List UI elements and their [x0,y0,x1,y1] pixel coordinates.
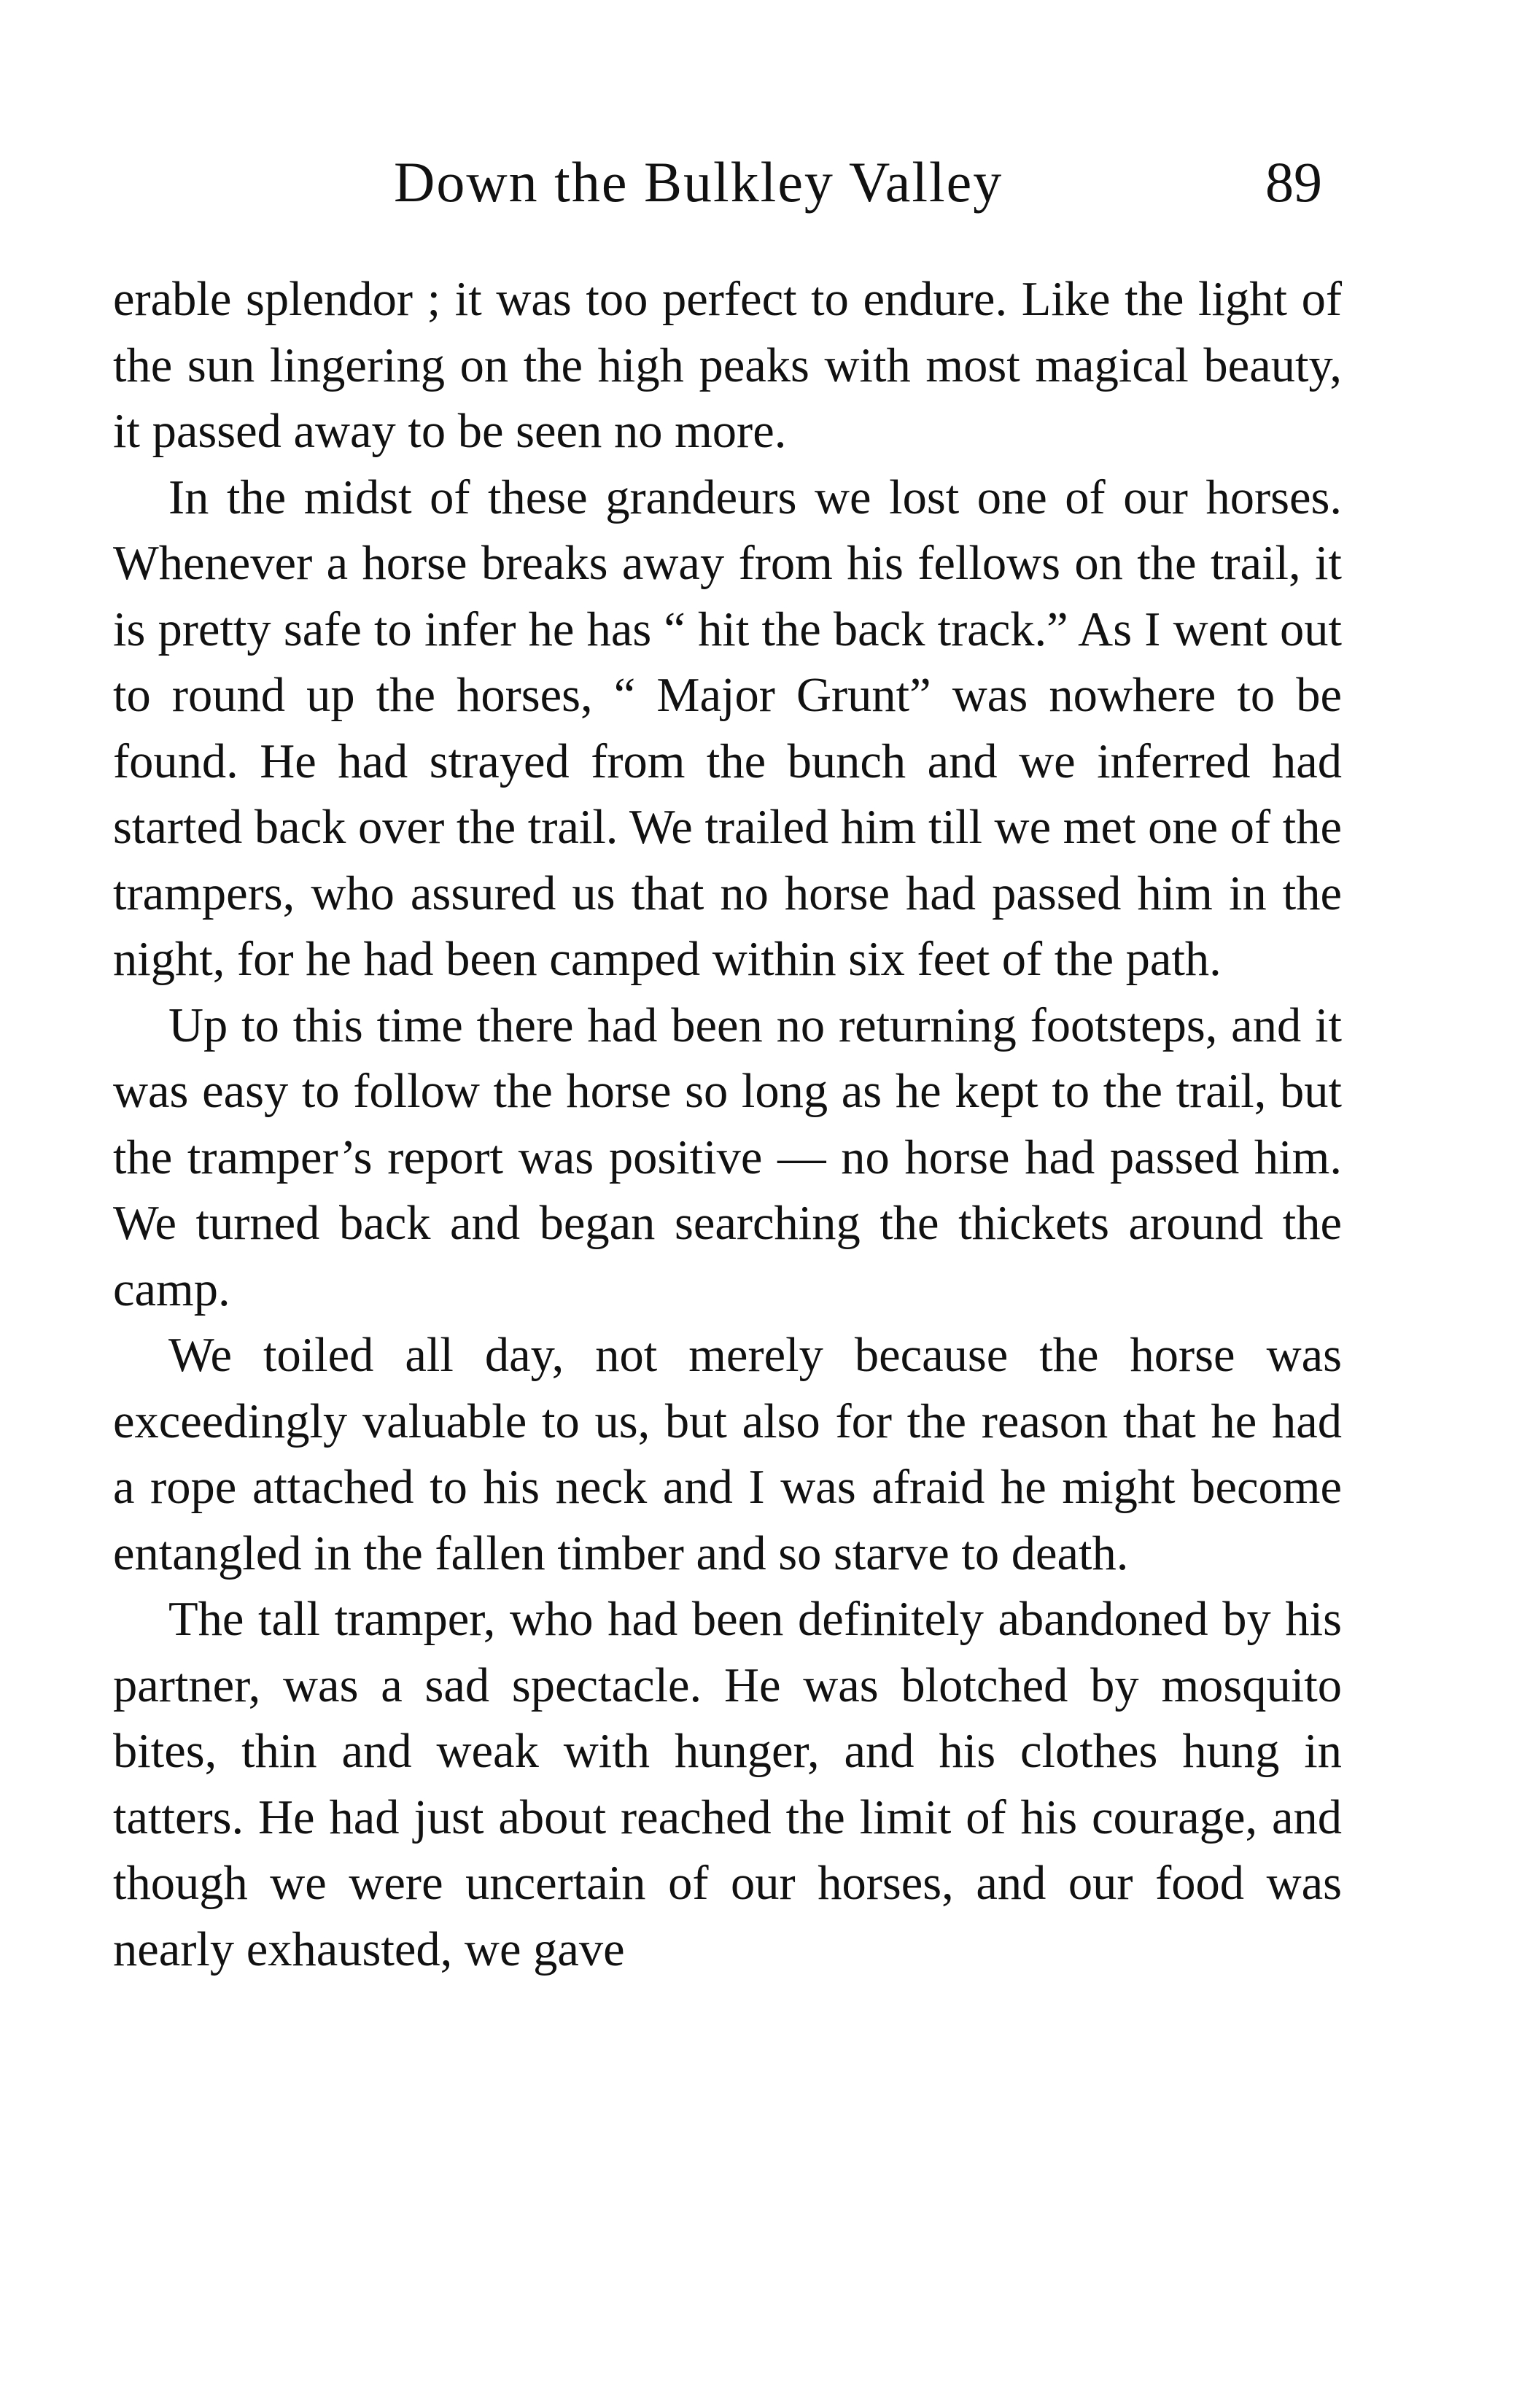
page-header [0,146,1530,219]
body-text [113,267,1342,1983]
running-head: Down the Bulkley Valley [394,150,1003,214]
paragraph: Up to this time there had been no returning footsteps, and it was easy to follow the horse so long as he kept to the trail, but the tramper’s report was positive — no horse had passed him. We turned back and began searching the thickets around the camp. [113,998,1342,1316]
paragraph: We toiled all day, not merely because the horse was exceedingly valuable to us, but also for the reason that he had a rope attached to his neck and I was afraid he might become entangled in the fallen timber and so starve to death. [113,1329,1342,1580]
paragraph-continued: erable splendor ; it was too perfect to endure. Like the light of the sun lingering on the high peaks with most magical beauty, it passed away to be seen no more. [113,273,1342,458]
paragraph: The tall tramper, who had been definitely abandoned by his partner, was a sad spectacle. He was blotched by mosquito bites, thin and weak with hunger, and his clothes hung in tatters. He had just about reached the limit of his courage, and though we were uncertain of our horses, and our food was nearly exhausted, we gave [113,1593,1342,1976]
page-number: 89 [1265,150,1322,214]
paragraph: In the midst of these grandeurs we lost one of our horses. Whenever a horse breaks away from his fellows on the trail, it is pretty safe to infer he has “ hit the back track.” As I went out to round up the horses, “ Major Grunt” was nowhere to be found. He had strayed from the bunch and we inferred had started back over the trail. We trailed him till we met one of the trampers, who assured us that no horse had passed him in the night, for he had been camped within six feet of the path. [113,470,1342,986]
